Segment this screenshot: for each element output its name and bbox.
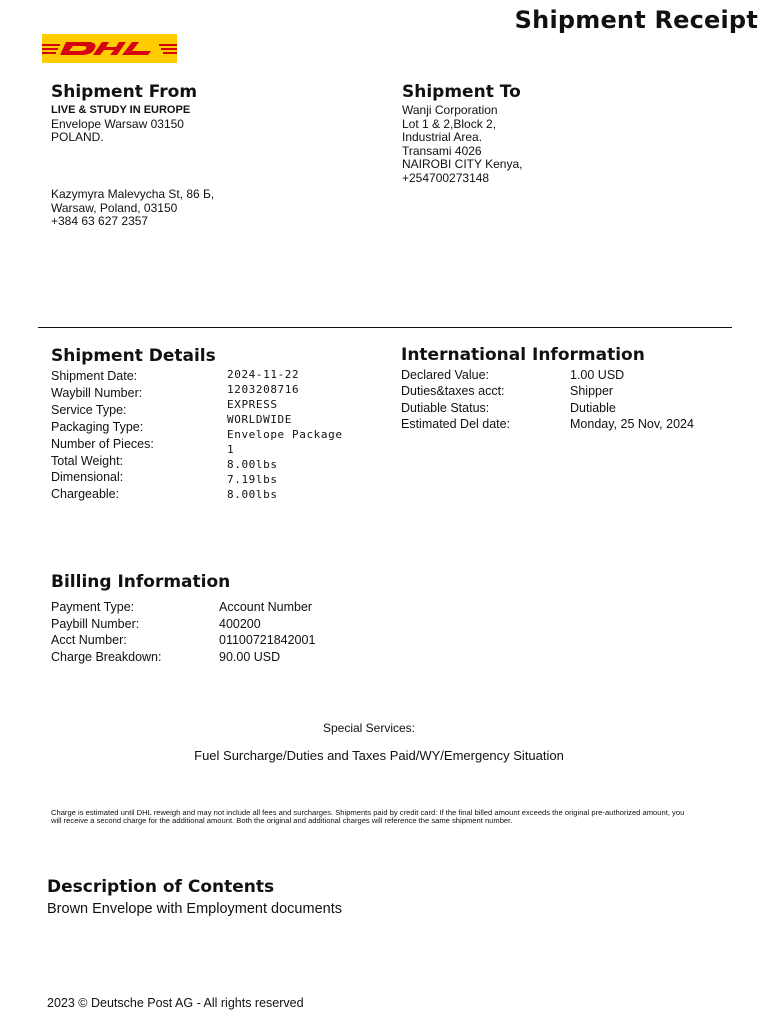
detail-value: 2024-11-22: [227, 368, 300, 381]
sender-line: POLAND.: [51, 130, 104, 145]
intl-value: Shipper: [570, 384, 614, 399]
intl-label: Estimated Del date:: [401, 416, 511, 431]
billing-info-values: [219, 599, 315, 665]
recipient-line: Industrial Area.: [402, 130, 483, 145]
intl-value: 1.00 USD: [570, 368, 625, 382]
billing-value: Account Number: [219, 600, 313, 614]
billing-info-labels: [51, 599, 161, 665]
sender-street: Kazymyra Malevycha St, 86 Б,: [51, 187, 215, 201]
international-info-values: [570, 367, 694, 432]
copyright-footer: 2023 © Deutsche Post AG - All rights reserved: [47, 996, 304, 1010]
detail-label: Packaging Type:: [51, 419, 144, 434]
charge-disclaimer: Charge is estimated until DHL reweigh and may not include all fees and surcharges. Shipments paid by credit card: If the final billed amount exceeds the original pre-authorized amount, you will receive a second charge for the additional amount. Both the original and additional charges will reference the same shipment number.: [51, 808, 685, 826]
detail-label: Shipment Date:: [51, 369, 138, 383]
detail-value: 8.00lbs: [227, 458, 278, 471]
detail-label: Dimensional:: [51, 470, 124, 485]
contents-description: Brown Envelope with Employment documents: [47, 901, 342, 917]
international-info-heading: International Information: [401, 345, 645, 365]
recipient-line: Transami 4026: [402, 143, 482, 158]
special-services-value: Fuel Surcharge/Duties and Taxes Paid/WY/Emergency Situation: [194, 748, 564, 763]
detail-value: EXPRESS: [227, 398, 278, 411]
detail-value: 1203208716: [227, 383, 300, 396]
billing-info-heading: Billing Information: [51, 572, 231, 592]
intl-label: Dutiable Status:: [401, 400, 490, 415]
shipment-from-address-2: [51, 188, 214, 229]
detail-label: Chargeable:: [51, 487, 120, 502]
billing-label: Payment Type:: [51, 600, 135, 614]
page-title: Shipment Receipt: [514, 6, 758, 34]
shipment-details-values: [227, 367, 343, 502]
special-services-label: Special Services:: [322, 721, 416, 735]
recipient-line: Lot 1 & 2,Block 2,: [402, 116, 497, 131]
contents-heading: Description of Contents: [47, 877, 275, 897]
intl-label: Declared Value:: [401, 368, 490, 382]
recipient-line: Wanji Corporation: [402, 103, 498, 117]
shipment-details-labels: [51, 368, 154, 503]
billing-value: 400200: [219, 616, 261, 631]
recipient-phone: +254700273148: [402, 170, 490, 185]
detail-label: Service Type:: [51, 402, 127, 417]
shipment-to-heading: Shipment To: [402, 82, 521, 102]
shipment-from-heading: Shipment From: [51, 82, 198, 102]
detail-value: 1: [227, 443, 235, 456]
sender-phone: +384 63 627 2357: [51, 214, 149, 229]
intl-label: Duties&taxes acct:: [401, 384, 505, 399]
detail-label: Number of Pieces:: [51, 436, 154, 451]
international-info-labels: [401, 367, 510, 432]
billing-value: 90.00 USD: [219, 649, 281, 664]
sender-name: LIVE & STUDY IN EUROPE: [51, 104, 191, 116]
recipient-line: NAIROBI CITY Kenya,: [402, 157, 523, 172]
shipment-from-address: [51, 104, 190, 145]
detail-value: 8.00lbs: [227, 488, 278, 501]
detail-value: Envelope Package: [227, 428, 343, 441]
shipment-details-heading: Shipment Details: [51, 346, 216, 366]
billing-label: Paybill Number:: [51, 616, 140, 631]
billing-value: 01100721842001: [219, 633, 316, 647]
detail-value: WORLDWIDE: [227, 413, 293, 426]
detail-label: Total Weight:: [51, 453, 124, 468]
dhl-logo-graphic: [42, 34, 177, 63]
billing-label: Charge Breakdown:: [51, 649, 162, 664]
billing-label: Acct Number:: [51, 633, 127, 647]
sender-city: Warsaw, Poland, 03150: [51, 200, 178, 215]
detail-value: 7.19lbs: [227, 473, 278, 486]
intl-value: Monday, 25 Nov, 2024: [570, 416, 694, 431]
sender-line: Envelope Warsaw 03150: [51, 116, 184, 131]
section-divider: [38, 327, 732, 328]
intl-value: Dutiable: [570, 400, 616, 415]
detail-label: Waybill Number:: [51, 385, 143, 400]
shipment-to-address: [402, 104, 523, 186]
dhl-logo: [42, 34, 177, 63]
